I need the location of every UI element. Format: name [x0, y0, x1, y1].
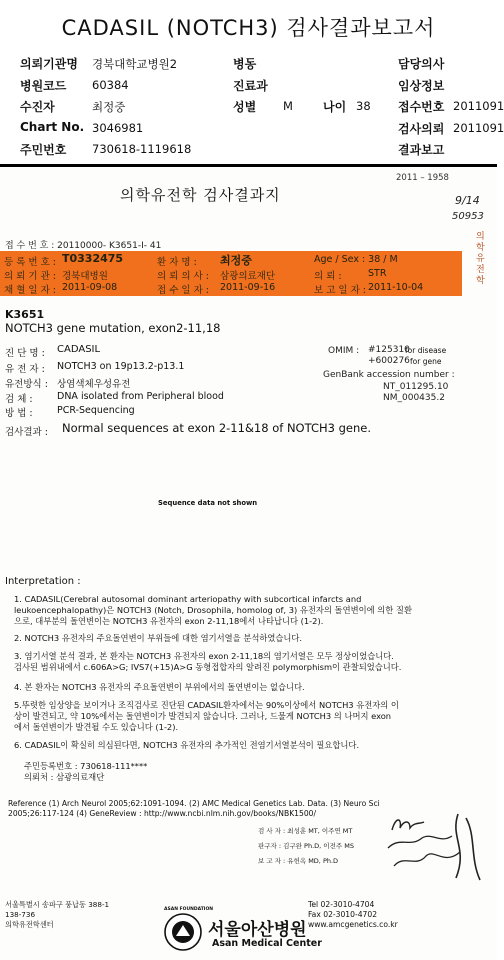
receive-label: 접 수 일 자 :: [157, 285, 209, 296]
handwritten-code: 50953: [452, 211, 484, 222]
hospital-code-label: 병원코드: [20, 79, 67, 93]
report-label: 결과보고: [398, 143, 445, 157]
reqby-label: 의 뢰 의 사 :: [157, 271, 209, 282]
ward-value-doc: STR: [368, 268, 387, 279]
test-name: NOTCH3 gene mutation, exon2-11,18: [5, 321, 221, 335]
interp-2: 2. NOTCH3 유전자의 주요돌연변이 부위들에 대한 염기서열을 분석하였습니다.: [14, 633, 303, 643]
institution-value: 경북대학교병원2: [92, 57, 178, 71]
reg-label: 등 록 번 호 :: [4, 257, 56, 268]
hospital-name-en: Asan Medical Center: [212, 938, 322, 949]
reference-2: 2005;26:117-124 (4) GeneReview : http://www.ncbi.nlm.nih.gov/books/NBK1500/: [8, 809, 317, 818]
hospital-code-value: 60384: [92, 78, 129, 92]
interp-3b: 검사된 범위내에서 c.606A>G; IVS7(+15)A>G 동형접합자의 알려진 polymorphism이 관찰되었습니다.: [14, 662, 402, 672]
reference-1: Reference (1) Arch Neurol 2005;62:1091-1094. (2) AMC Medical Genetics Lab. Data. (3) Neuro Sci: [8, 799, 380, 808]
patient-band: [0, 251, 462, 296]
interp-5b: 상이 발견되고, 약 10%에서는 돌연변이가 발견되지 않습니다. 그러나, 드물게 NOTCH3 의 나머지 exon: [14, 711, 392, 721]
genbank-label: GenBank accession number :: [323, 370, 455, 380]
interp-4: 4. 본 환자는 NOTCH3 유전자의 주요돌연변이 부위에서의 돌연변이는 없습니다.: [14, 682, 305, 692]
fax: Fax 02-3010-4702: [308, 910, 378, 919]
genbank-1: NT_011295.10: [383, 382, 449, 392]
collect-label: 채 혈 일 자 :: [4, 285, 56, 296]
specimen-value: DNA isolated from Peripheral blood: [57, 391, 224, 402]
rrn-value: 730618-1119618: [92, 142, 192, 156]
receipt-line: 접 수 번 호 : 20110000- K3651-I- 41: [5, 241, 162, 251]
patient-value: 최정중: [220, 254, 252, 267]
year-range: 2011 – 1958: [396, 173, 449, 183]
method-label: 방 법 :: [5, 408, 33, 419]
header-divider: [0, 164, 497, 167]
age-label: 나이: [323, 100, 347, 114]
result-label: 검사결과 :: [5, 427, 48, 438]
signer-3: 보 고 자 : 유헌옥 MD, Ph.D: [258, 857, 339, 865]
age-value: 38: [356, 99, 371, 113]
request-label: 검사의뢰: [398, 122, 445, 136]
interp-title: Interpretation :: [5, 576, 81, 587]
omim-1-note: for disease: [405, 346, 447, 355]
interp-6: 6. CADASIL이 확실히 의심된다면, NOTCH3 유전자의 추가적인 전염기서열분석이 필요합니다.: [14, 740, 360, 750]
inst-label: 의 뢰 기 관 :: [4, 271, 56, 282]
side-label: 의학유전학: [476, 232, 485, 286]
handwritten-signatures: [380, 808, 490, 888]
collect-value: 2011-09-08: [62, 282, 118, 293]
interp-5a: 5.뚜렷한 임상양을 보이거나 조직검사로 진단된 CADASIL환자에서는 90%이상에서 NOTCH3 유전자의 이: [14, 700, 399, 710]
ward-label-doc: 의 뢰 :: [314, 271, 342, 282]
patient-label: 환 자 명 :: [157, 257, 197, 268]
omim-2-note: for gene: [410, 357, 442, 366]
signer-2: 판구자 : 김구완 Ph.D, 이전주 MS: [258, 842, 354, 850]
inherit-label: 유전방식 :: [5, 379, 48, 390]
rrn-line: 주민등록번호 : 730618-111****: [24, 761, 148, 771]
reqinst-line: 의뢰처 : 삼광의료재단: [24, 772, 105, 782]
genbank-2: NM_000435.2: [383, 393, 445, 403]
asan-foundation-ring: ASAN FOUNDATION: [164, 907, 214, 912]
address-1: 서울특별시 송파구 풍납동 388-1: [5, 900, 110, 909]
inst-value: 경북대병원: [62, 271, 108, 282]
interp-3a: 3. 염기서열 분석 결과, 본 환자는 NOTCH3 유전자의 exon 2-11,18의 염기서열은 모두 정상이었습니다.: [14, 651, 394, 661]
chart-value: 3046981: [92, 121, 144, 135]
result-value: Normal sequences at exon 2-11&18 of NOTCH3 gene.: [62, 421, 371, 435]
request-value: 2011091: [453, 121, 504, 135]
receipt-value: 2011091: [453, 99, 504, 113]
reg-value: T0332475: [62, 252, 124, 265]
report-value-doc: 2011-10-04: [368, 282, 424, 293]
inherit-value: 상염색체우성유전: [57, 379, 131, 390]
signer-1: 검 사 자 : 최성훈 MT, 이주연 MT: [258, 827, 353, 835]
handwritten-date: 9/14: [455, 194, 480, 207]
interp-1b: leukoencephalopathy)은 NOTCH3 (Notch, Drosophila, homolog of, 3) 유전자의 돌연변이에 의한 질환: [14, 605, 412, 615]
report-title: CADASIL (NOTCH3) 검사결과보고서: [61, 16, 436, 40]
rrn-label: 주민번호: [20, 143, 67, 157]
hospital-name-ko: 서울아산병원: [208, 920, 307, 940]
interp-1c: 으로, 대부분의 돌연변이는 NOTCH3 유전자의 exon 2-11,18에서 나타납니다 (1-2).: [14, 616, 324, 626]
interp-5c: 에서 돌연변이가 발견될 수도 있습니다 (1-2).: [14, 722, 179, 732]
age-sex: Age / Sex : 38 / M: [314, 254, 398, 265]
dept-label: 진료과: [233, 79, 268, 93]
omim-label: OMIM :: [328, 346, 360, 356]
sex-value: M: [283, 99, 293, 113]
recipient-label: 수진자: [20, 100, 55, 114]
omim-1: #125310: [368, 345, 410, 355]
doc-title: 의학유전학 검사결과지: [120, 186, 281, 204]
dx-value: CADASIL: [57, 344, 101, 355]
address-3: 의학유전학센터: [5, 920, 54, 929]
method-value: PCR-Sequencing: [57, 405, 135, 416]
gene-value: NOTCH3 on 19p13.2-p13.1: [57, 361, 185, 372]
interp-1a: 1. CADASIL(Cerebral autosomal dominant arteriopathy with subcortical infarcts and: [14, 594, 362, 604]
institution-label: 의뢰기관명: [20, 57, 78, 71]
sequence-note: Sequence data not shown: [158, 499, 258, 507]
reqby-value: 삼광의료재단: [220, 271, 276, 282]
specimen-label: 검 체 :: [5, 394, 33, 405]
receive-value: 2011-09-16: [220, 282, 276, 293]
website: www.amcgenetics.co.kr: [308, 920, 398, 929]
asan-foundation-seal: [163, 912, 203, 952]
recipient-value: 최정중: [92, 100, 126, 114]
gene-label: 유 전 자 :: [5, 364, 45, 375]
sex-label: 성별: [233, 100, 257, 114]
chart-label: Chart No.: [20, 120, 85, 134]
telephone: Tel 02-3010-4704: [308, 900, 375, 909]
ward-label: 병동: [233, 57, 257, 71]
receipt-label: 접수번호: [398, 100, 445, 114]
test-code: K3651: [5, 308, 45, 321]
omim-2: +600276: [368, 356, 410, 366]
clinical-label: 임상정보: [398, 79, 445, 93]
address-2: 138-736: [5, 910, 36, 919]
report-label-doc: 보 고 일 자 :: [314, 285, 366, 296]
doctor-label: 담당의사: [398, 57, 445, 71]
dx-label: 진 단 명 :: [5, 348, 45, 359]
